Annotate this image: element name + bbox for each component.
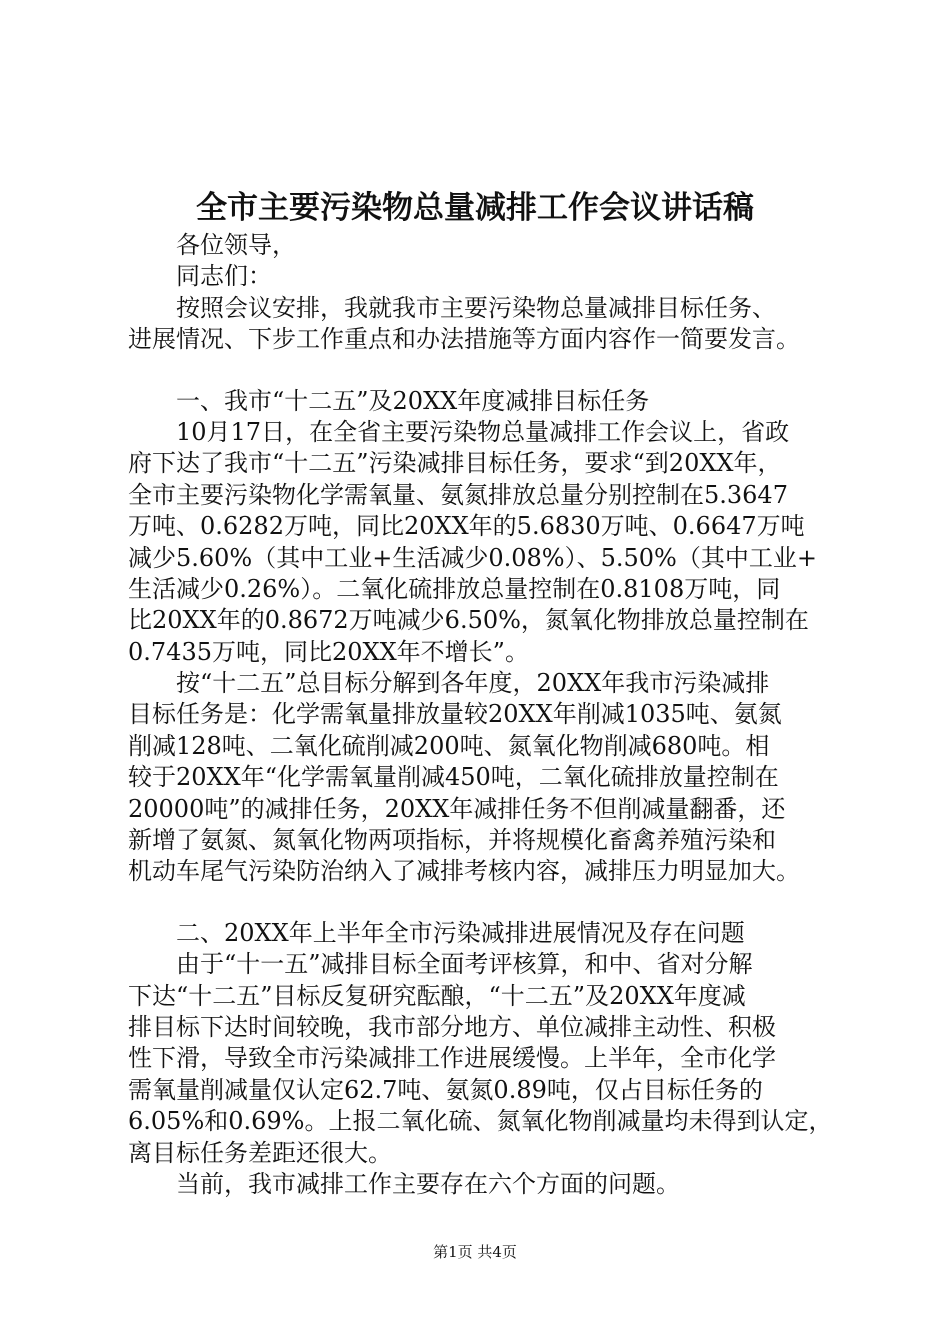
text-line: 需氧量削减量仅认定62.7吨、氨氮0.89吨，仅占目标任务的 <box>128 1075 763 1104</box>
text-line: 同志们： <box>128 262 272 291</box>
text-line: 20000吨”的减排任务，20XX年减排任务不但削减量翻番，还 <box>128 794 786 823</box>
text-line: 比20XX年的0.8672万吨减少6.50%，氮氧化物排放总量控制在 <box>128 606 809 635</box>
text-line: 6.05%和0.69%。上报二氧化硫、氮氧化物削减量均未得到认定， <box>128 1107 833 1136</box>
text-line: 进展情况、下步工作重点和办法措施等方面内容作一简要发言。 <box>128 325 800 354</box>
text-line: 按“十二五”总目标分解到各年度，20XX年我市污染减排 <box>128 669 770 698</box>
text-line: 0.7435万吨，同比20XX年不增长”。 <box>128 637 529 666</box>
text-line: 减少5.60%（其中工业+生活减少0.08%）、5.50%（其中工业+ <box>128 543 817 572</box>
text-line: 由于“十一五”减排目标全面考评核算，和中、省对分解 <box>128 950 753 979</box>
paragraph-gap <box>128 888 848 918</box>
text-line: 生活减少0.26%）。二氧化硫排放总量控制在0.8108万吨，同 <box>128 574 781 603</box>
page-footer: 第1页 共4页 <box>433 1243 517 1261</box>
text-line: 万吨、0.6282万吨，同比20XX年的5.6830万吨、0.6647万吨 <box>128 512 805 541</box>
text-line: 目标任务是：化学需氧量排放量较20XX年削减1035吨、氨氮 <box>128 700 782 729</box>
document-title: 全市主要污染物总量减排工作会议讲话稿 <box>196 190 754 226</box>
text-line: 各位领导， <box>128 231 296 259</box>
text-line: 按照会议安排，我就我市主要污染物总量减排目标任务、 <box>128 293 776 322</box>
text-line: 机动车尾气污染防治纳入了减排考核内容，减排压力明显加大。 <box>128 857 800 886</box>
text-line: 二、20XX年上半年全市污染减排进展情况及存在问题 <box>128 918 745 947</box>
text-line: 一、我市“十二五”及20XX年度减排目标任务 <box>128 386 650 415</box>
paragraph-gap <box>128 356 848 386</box>
text-line: 下达“十二五”目标反复研究酝酿，“十二五”及20XX年度减 <box>128 981 746 1010</box>
text-line: 性下滑，导致全市污染减排工作进展缓慢。上半年，全市化学 <box>128 1044 776 1073</box>
text-line: 较于20XX年“化学需氧量削减450吨，二氧化硫排放量控制在 <box>128 763 779 792</box>
text-line: 新增了氨氮、氮氧化物两项指标，并将规模化畜禽养殖污染和 <box>128 826 776 855</box>
text-line: 排目标下达时间较晚，我市部分地方、单位减排主动性、积极 <box>128 1012 776 1041</box>
text-line: 10月17日，在全省主要污染物总量减排工作会议上，省政 <box>128 417 790 446</box>
text-line: 削减128吨、二氧化硫削减200吨、氮氧化物削减680吨。相 <box>128 731 770 760</box>
text-line: 离目标任务差距还很大。 <box>128 1138 392 1167</box>
text-line: 当前，我市减排工作主要存在六个方面的问题。 <box>128 1169 680 1198</box>
text-line: 全市主要污染物化学需氧量、氨氮排放总量分别控制在5.3647 <box>128 480 788 509</box>
document-body <box>128 230 848 1200</box>
text-line: 府下达了我市“十二五”污染减排目标任务，要求“到20XX年， <box>128 449 782 478</box>
